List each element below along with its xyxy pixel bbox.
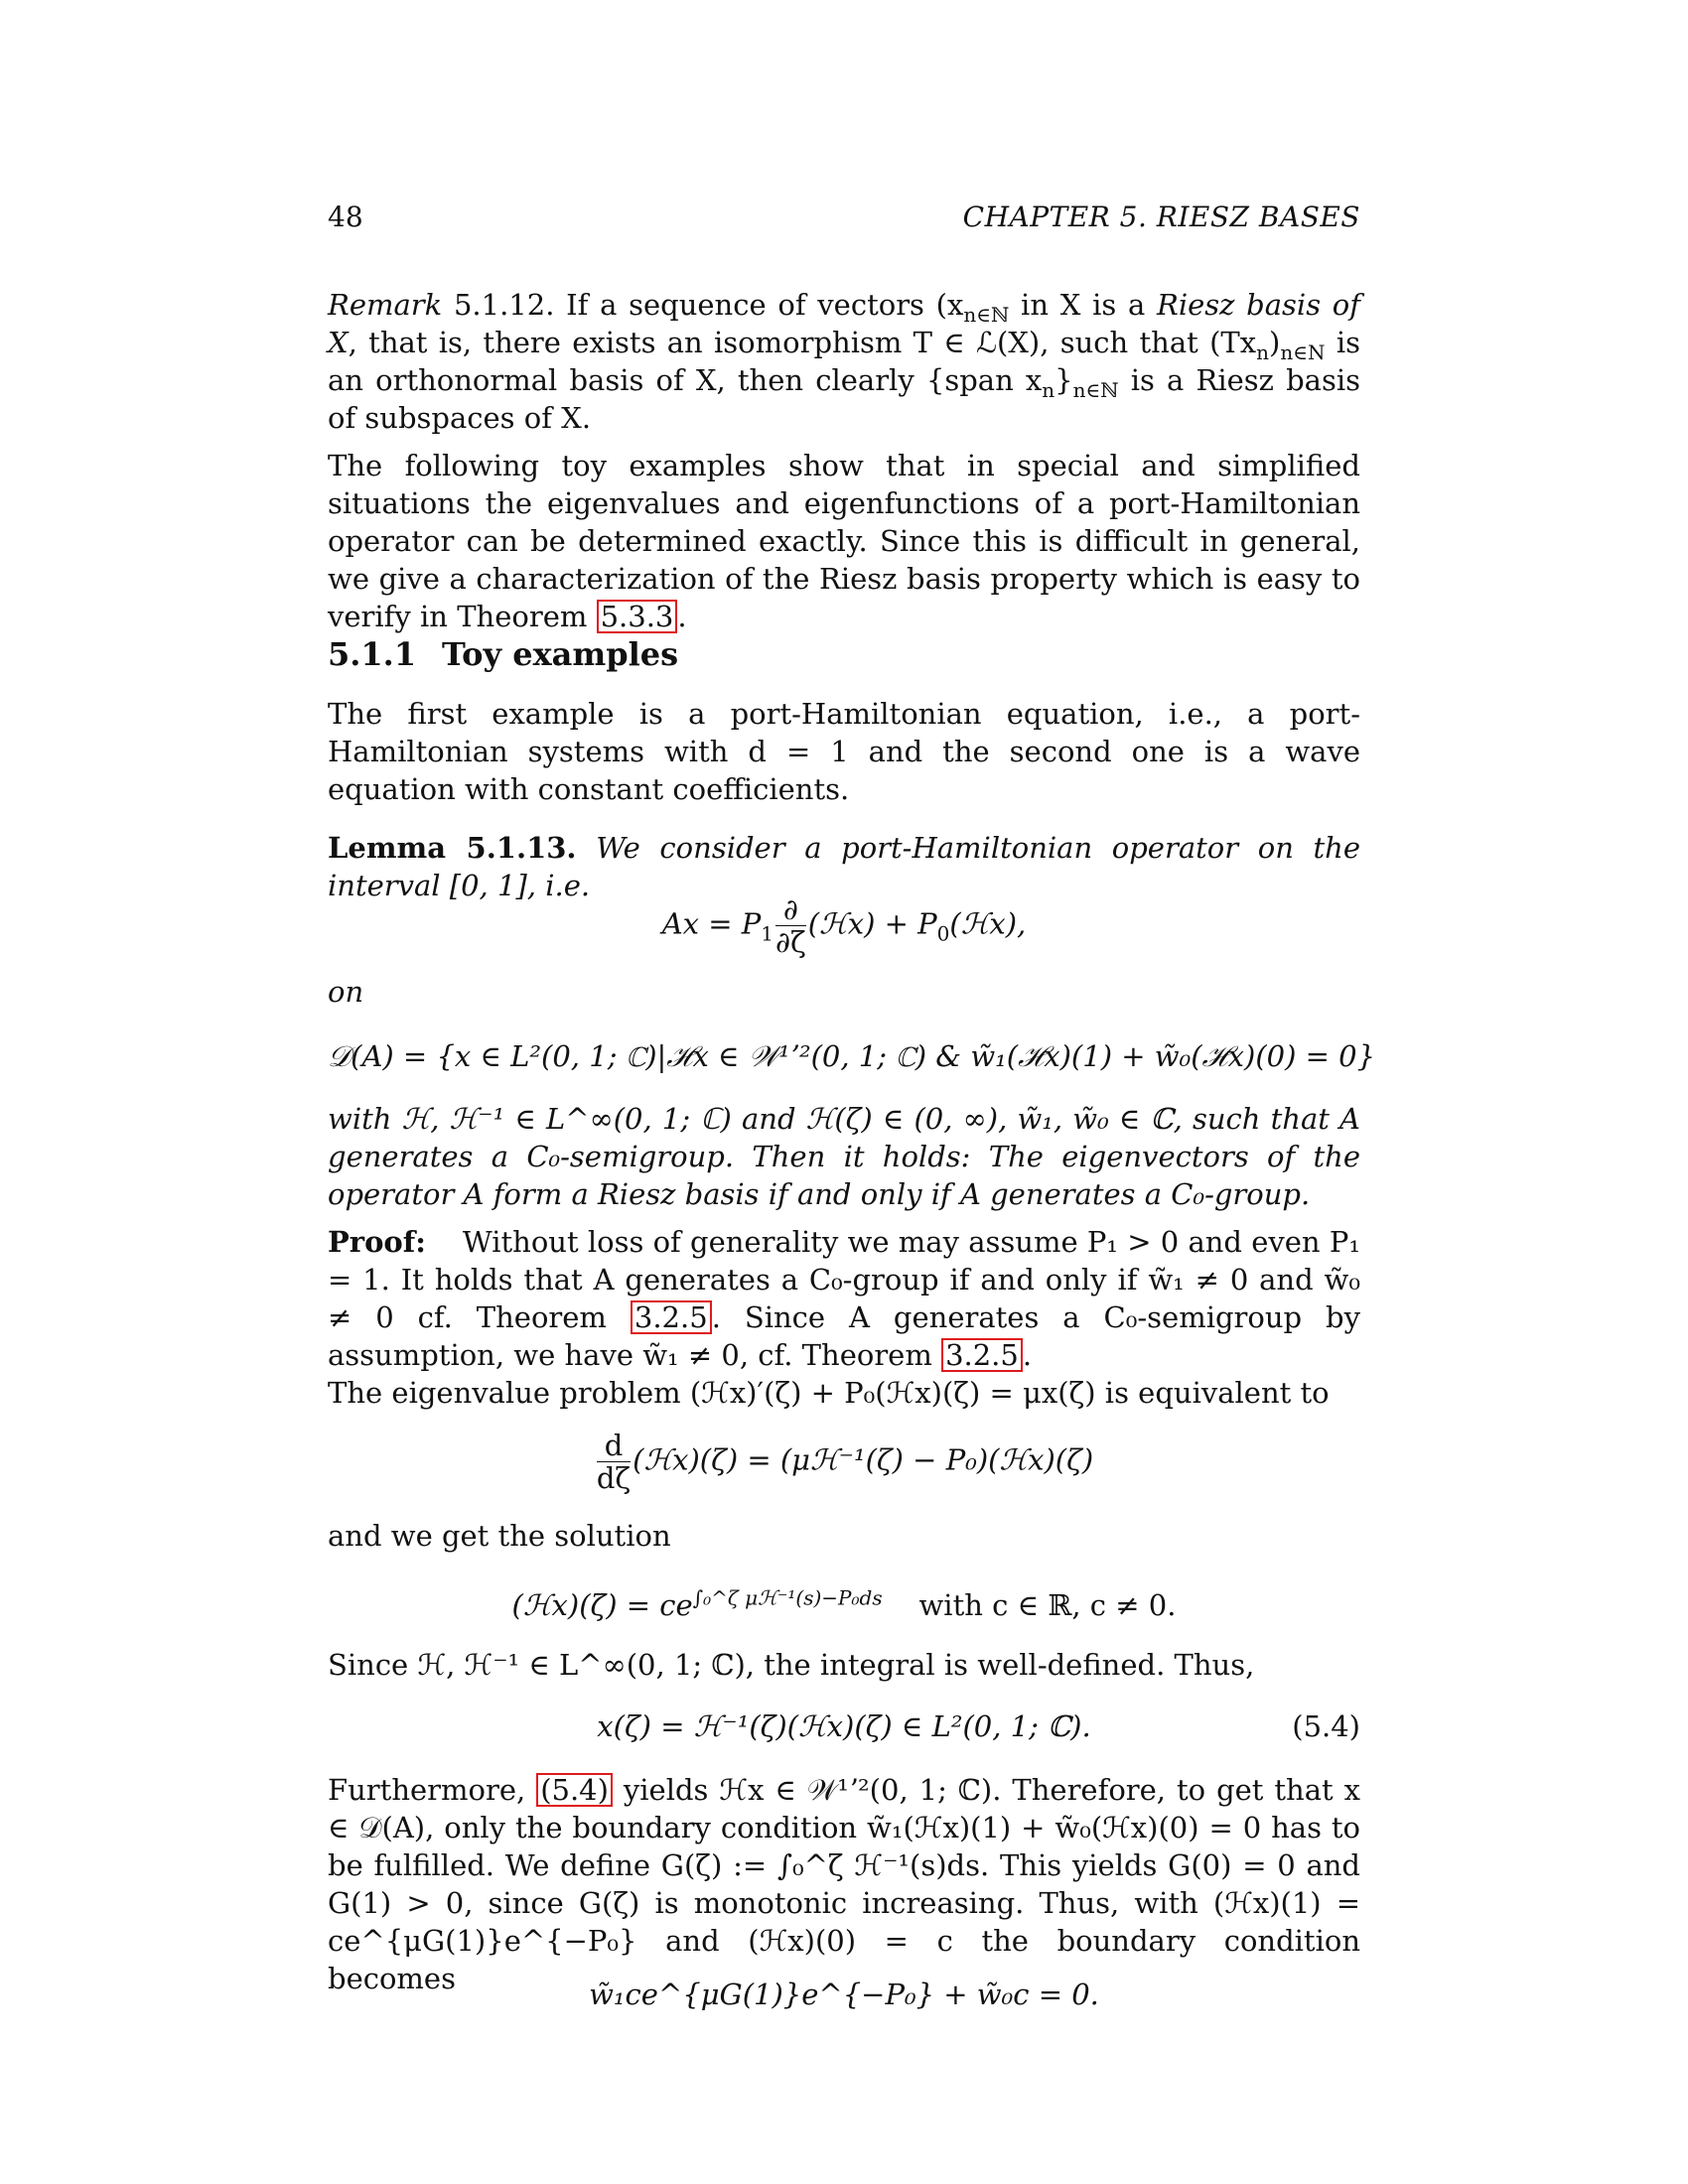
remark-sub: n∈N <box>1280 340 1326 364</box>
remark-text: If a sequence of vectors (x <box>566 288 964 322</box>
proof-text: Without loss of generality we may assume P₁ > 0 and even P₁ = 1. It holds that A generates a C₀-group if and only if w̃₁ ≠ 0 and w̃₀ ≠ 0 cf. Theorem <box>328 1225 1360 1334</box>
eq-part: (ℋx), <box>949 906 1027 941</box>
remark-text: in X is a <box>1009 288 1158 322</box>
eq-part: x(ζ) = ℋ⁻¹(ζ)(ℋx)(ζ) ∈ L²(0, 1; ℂ). <box>597 1709 1091 1743</box>
eq-part: (ℋx)(ζ) = ce <box>511 1588 693 1622</box>
eq-exponent: ∫₀^ζ μℋ⁻¹(s)−P₀ds <box>692 1585 883 1610</box>
eq-part: Ax = P <box>661 906 762 941</box>
lemma-label: Lemma 5.1.13. <box>328 831 577 865</box>
eq-part: (ℋx) + P <box>807 906 937 941</box>
frac-numerator: ∂ <box>775 893 806 926</box>
operator-equation <box>328 893 1360 958</box>
theorem-link-3-2-5-second[interactable]: 3.2.5 <box>941 1338 1023 1372</box>
riesz-basis-term: Riesz basis of X <box>328 288 1360 359</box>
remark-sub: n <box>1256 340 1269 364</box>
remark-number: 5.1.12. <box>453 288 555 322</box>
intro-end: . <box>677 600 687 633</box>
running-header <box>328 199 1360 238</box>
frac-numerator: d <box>597 1430 631 1462</box>
ode-equation <box>328 1430 1360 1494</box>
boundary-paragraph <box>328 1771 1360 1997</box>
proof-text: yields ℋx ∈ 𝒲¹ʼ²(0, 1; ℂ). Therefore, to get that x ∈ 𝒟(A), only the boundary condition w̃₁(ℋx)(1) + w̃₀(ℋx)(0) = 0 has to be fulfilled. We define G(ζ) := ∫₀^ζ ℋ⁻¹(s)ds. This yields G(0) = 0 and G(1) > 0, since G(ζ) is monotonic increasing. Thus, with (ℋx)(1) = ce^{μG(1)}e^{−P₀} and (ℋx)(0) = c the boundary condition becomes <box>328 1773 1360 1995</box>
derivative-fraction <box>597 1430 631 1494</box>
equation-link-5-4[interactable]: (5.4) <box>536 1773 613 1807</box>
frac-denominator: ∂ζ <box>775 925 806 959</box>
chapter-title: CHAPTER 5. RIESZ BASES <box>962 201 1360 233</box>
eq-sub: 1 <box>761 921 774 946</box>
page-number: 48 <box>328 201 363 233</box>
equation-5-4 <box>328 1707 1360 1745</box>
theorem-link-5-3-3[interactable]: 5.3.3 <box>597 600 678 633</box>
eigenvalue-problem-text: The eigenvalue problem (ℋx)′(ζ) + P₀(ℋx)(ζ) = μx(ζ) is equivalent to <box>328 1376 1330 1410</box>
section-number: 5.1.1 <box>328 635 417 673</box>
remark-text: } <box>1055 363 1073 397</box>
remark-paragraph <box>328 286 1360 437</box>
proof-text: . <box>1022 1338 1033 1372</box>
lemma-conclusion: with ℋ, ℋ⁻¹ ∈ L^∞(0, 1; ℂ) and ℋ(ζ) ∈ (0, ∞), w̃₁, w̃₀ ∈ ℂ, such that A generates a C₀-semigroup. Then it holds: The eigenvectors of the operator A form a Riesz basis if and only if A generates a C₀-group. <box>328 1102 1360 1211</box>
theorem-link-3-2-5[interactable]: 3.2.5 <box>631 1300 712 1334</box>
intro-paragraph <box>328 447 1360 635</box>
eq-condition: with c ∈ ℝ, c ≠ 0. <box>918 1588 1177 1622</box>
intro-text: The following toy examples show that in special and simplified situations the eigenvalues and eigenfunctions of a port-Hamiltonian operator can be determined exactly. Since this is difficult in general, we give a characterization of the Riesz basis property which is easy to verify in Theorem <box>328 449 1360 633</box>
proof-text: . Since A generates a C₀-semigroup by assumption, we have w̃₁ ≠ 0, cf. Theorem <box>328 1300 1360 1372</box>
lemma-text: We consider a port-Hamiltonian operator on the interval [0, 1], i.e. <box>328 831 1361 902</box>
section-intro-paragraph: The first example is a port-Hamiltonian equation, i.e., a port-Hamiltonian systems with d = 1 and the second one is a wave equation with constant coefficients. <box>328 697 1360 806</box>
section-heading <box>328 635 678 673</box>
remark-text: is a Riesz basis of subspaces of X. <box>328 363 1360 435</box>
proof-text: Furthermore, <box>328 1773 537 1807</box>
eq-sub: 0 <box>936 921 950 946</box>
remark-label: Remark <box>328 288 443 322</box>
well-defined-text: Since ℋ, ℋ⁻¹ ∈ L^∞(0, 1; ℂ), the integral is well-defined. Thus, <box>328 1648 1255 1682</box>
equation-number: (5.4) <box>1292 1709 1360 1743</box>
solution-equation <box>328 1586 1360 1624</box>
solution-intro: and we get the solution <box>328 1519 671 1553</box>
proof-paragraph <box>328 1223 1360 1374</box>
domain-equation: 𝒟(A) = {x ∈ L²(0, 1; ℂ)|ℋx ∈ 𝒲¹ʼ²(0, 1; ℂ) & w̃₁(ℋx)(1) + w̃₀(ℋx)(0) = 0} <box>328 1039 1376 1073</box>
section-title: Toy examples <box>442 635 679 673</box>
remark-sub: n∈ℕ <box>963 302 1010 327</box>
remark-text: , that is, there exists an isomorphism T ∈ ℒ(X), such that (Tx <box>348 326 1257 359</box>
proof-label: Proof: <box>328 1225 426 1259</box>
frac-denominator: dζ <box>596 1461 632 1495</box>
lemma-on: on <box>328 975 364 1009</box>
remark-sub: n∈ℕ <box>1072 377 1119 402</box>
remark-text: is an orthonormal basis of X, then clearly {span x <box>328 326 1360 397</box>
boundary-equation: w̃₁ce^{μG(1)}e^{−P₀} + w̃₀c = 0. <box>589 1978 1099 2011</box>
partial-derivative-fraction <box>775 893 806 958</box>
remark-text: ) <box>1269 326 1281 359</box>
eq-part: (ℋx)(ζ) = (μℋ⁻¹(ζ) − P₀)(ℋx)(ζ) <box>633 1442 1094 1477</box>
remark-sub: n <box>1042 377 1055 402</box>
